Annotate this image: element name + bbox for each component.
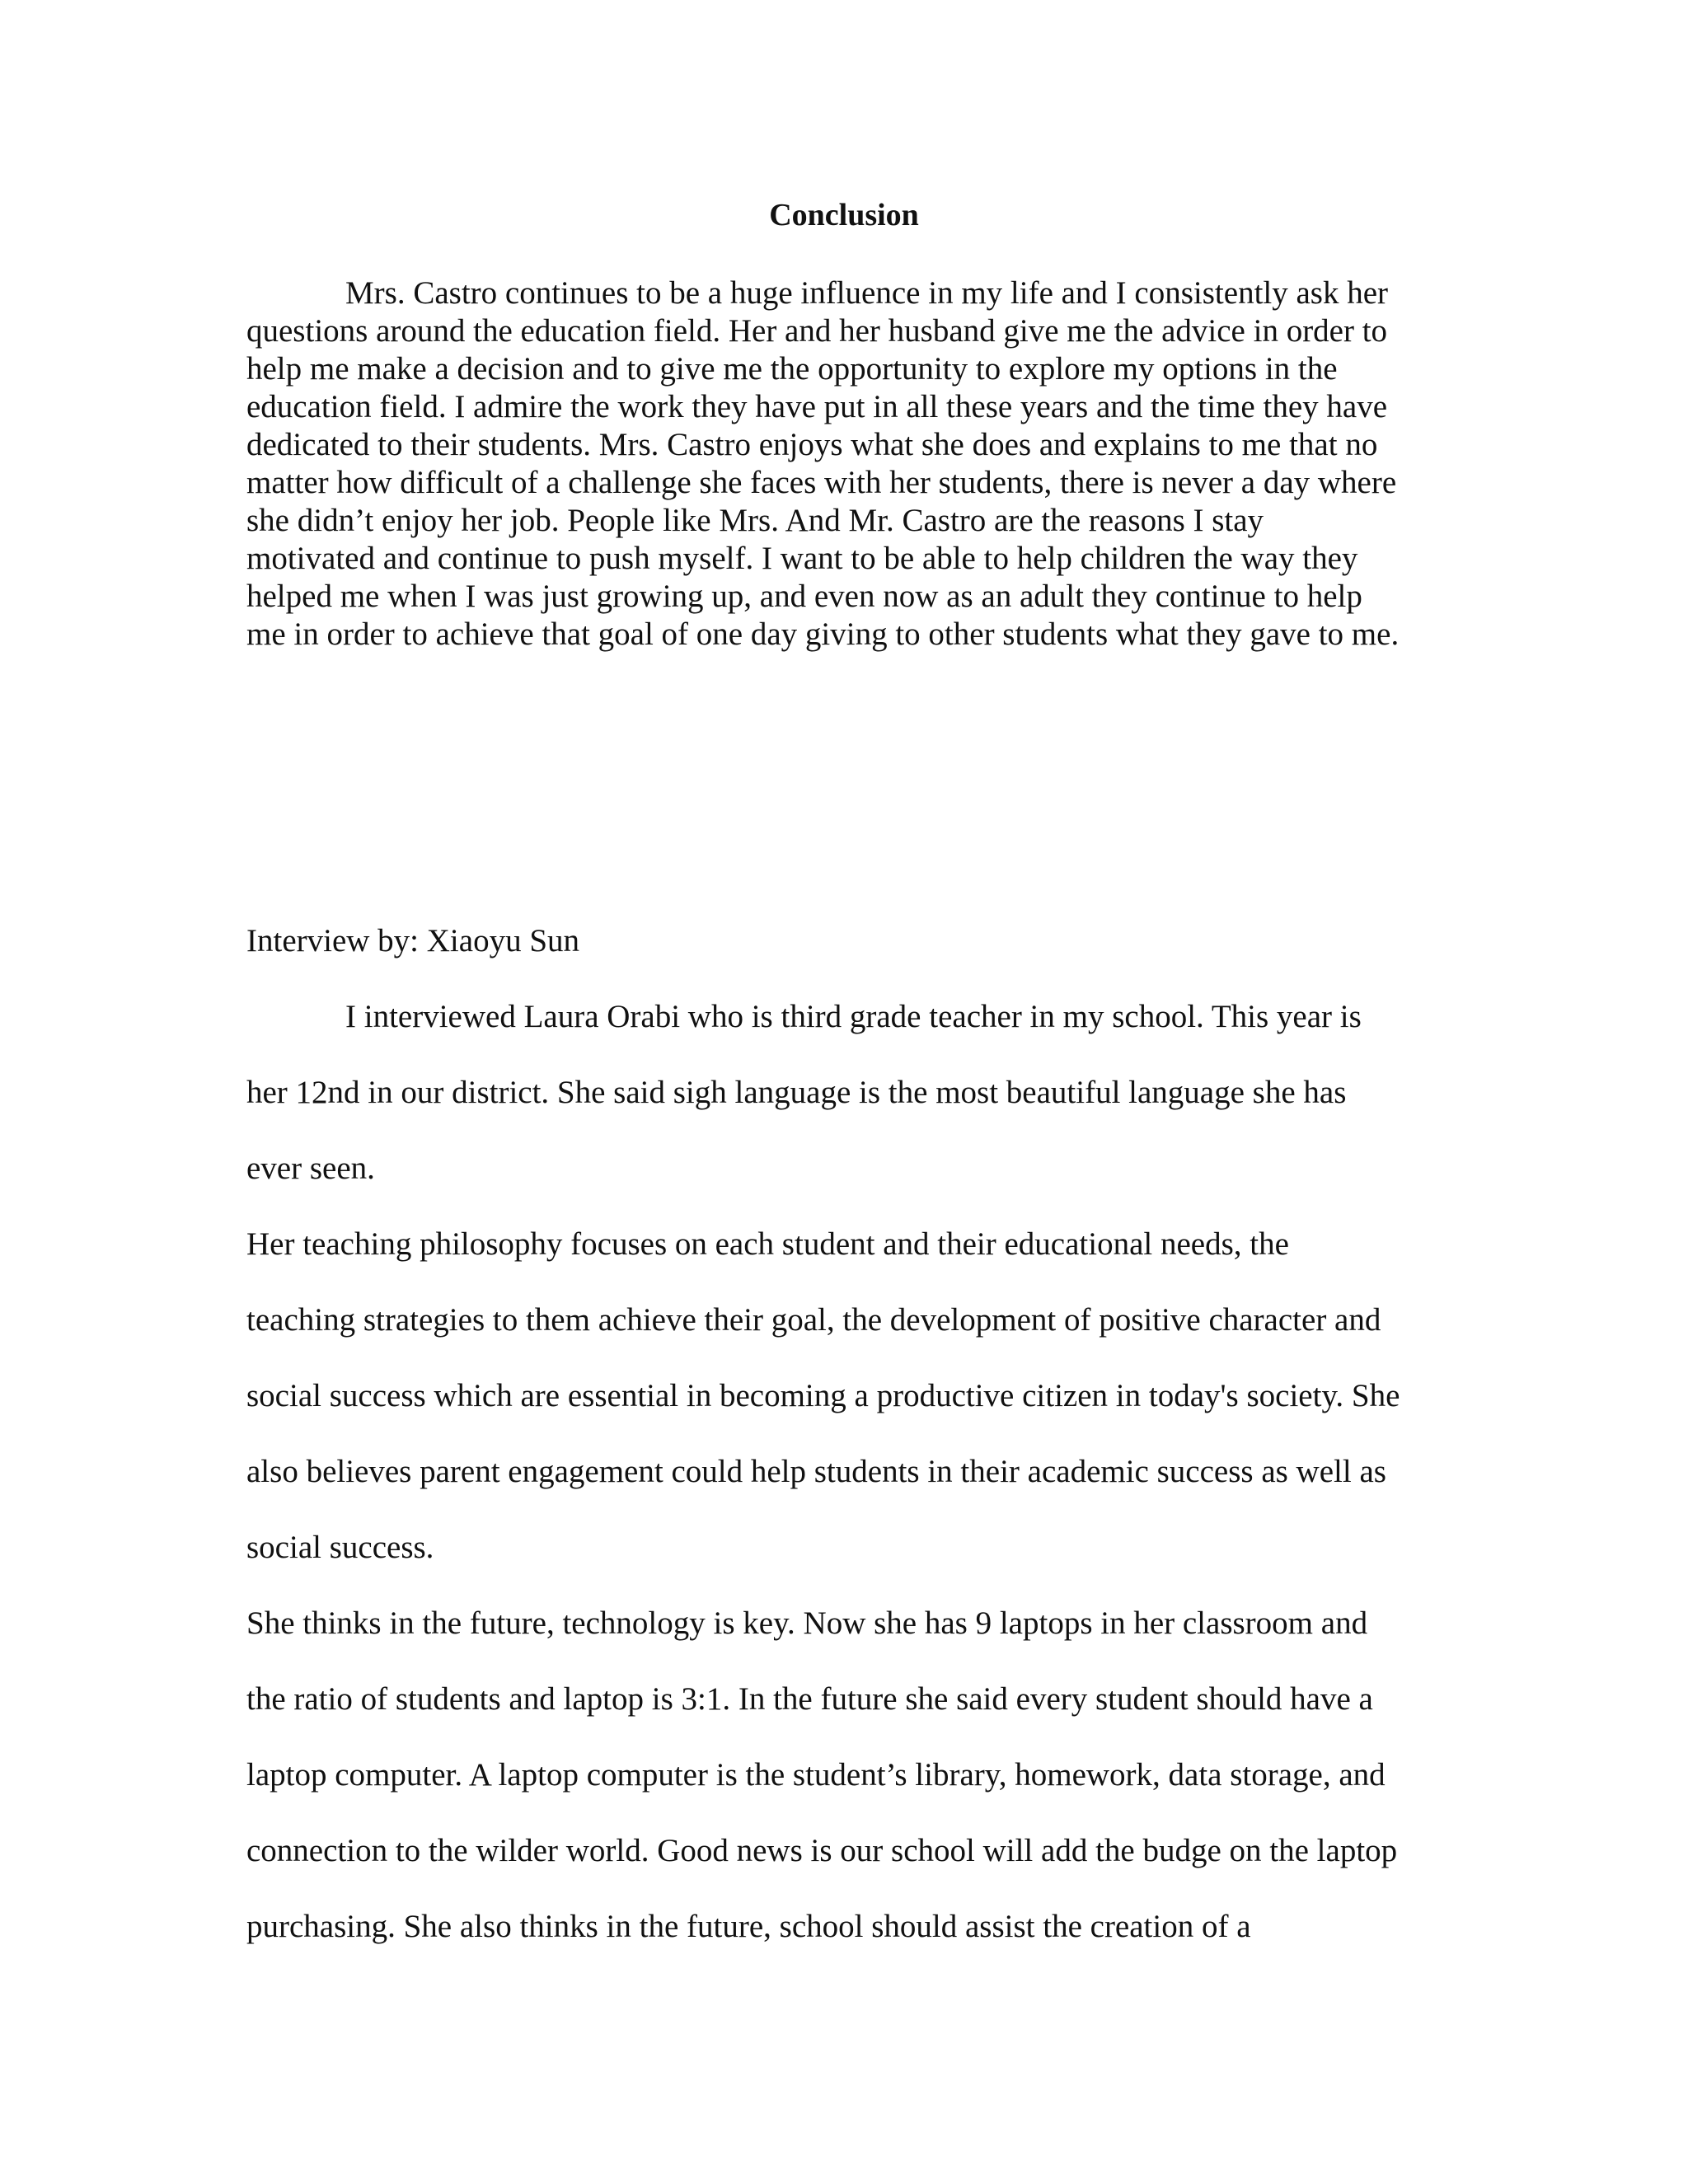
interview-line: ever seen.: [246, 1151, 375, 1186]
interview-line: Her teaching philosophy focuses on each student and their educational needs, the: [246, 1226, 1289, 1262]
interview-line: She thinks in the future, technology is key. Now she has 9 laptops in her classroom and: [246, 1605, 1368, 1641]
interview-line: also believes parent engagement could help students in their academic success as well as: [246, 1454, 1386, 1489]
interview-line: teaching strategies to them achieve their goal, the development of positive character and: [246, 1302, 1381, 1338]
interview-byline: Interview by: Xiaoyu Sun: [246, 923, 580, 958]
conclusion-line: motivated and continue to push myself. I want to be able to help children the way they: [246, 541, 1358, 576]
conclusion-line: questions around the education field. Her and her husband give me the advice in order to: [246, 313, 1388, 349]
interview-line: social success.: [246, 1530, 434, 1565]
interview-line: laptop computer. A laptop computer is the student’s library, homework, data storage, and: [246, 1757, 1386, 1793]
interview-line: social success which are essential in becoming a productive citizen in today's society. She: [246, 1378, 1400, 1413]
conclusion-line: helped me when I was just growing up, and even now as an adult they continue to help: [246, 579, 1362, 614]
conclusion-line: she didn’t enjoy her job. People like Mrs. And Mr. Castro are the reasons I stay: [246, 503, 1264, 538]
conclusion-line: Mrs. Castro continues to be a huge influence in my life and I consistently ask her: [345, 275, 1389, 311]
conclusion-heading: Conclusion: [769, 198, 919, 232]
conclusion-line: help me make a decision and to give me the opportunity to explore my options in the: [246, 351, 1338, 387]
conclusion-line: education field. I admire the work they have put in all these years and the time they have: [246, 389, 1388, 424]
conclusion-line: matter how difficult of a challenge she faces with her students, there is never a day where: [246, 465, 1397, 500]
conclusion-line: dedicated to their students. Mrs. Castro enjoys what she does and explains to me that no: [246, 427, 1378, 462]
interview-line: the ratio of students and laptop is 3:1. In the future she said every student should have a: [246, 1681, 1373, 1717]
interview-line: purchasing. She also thinks in the future, school should assist the creation of a: [246, 1909, 1251, 1944]
conclusion-line: me in order to achieve that goal of one day giving to other students what they gave to me.: [246, 616, 1400, 652]
interview-line: I interviewed Laura Orabi who is third grade teacher in my school. This year is: [345, 999, 1362, 1034]
interview-line: her 12nd in our district. She said sigh language is the most beautiful language she has: [246, 1075, 1347, 1110]
interview-line: connection to the wilder world. Good news is our school will add the budge on the laptop: [246, 1833, 1398, 1868]
